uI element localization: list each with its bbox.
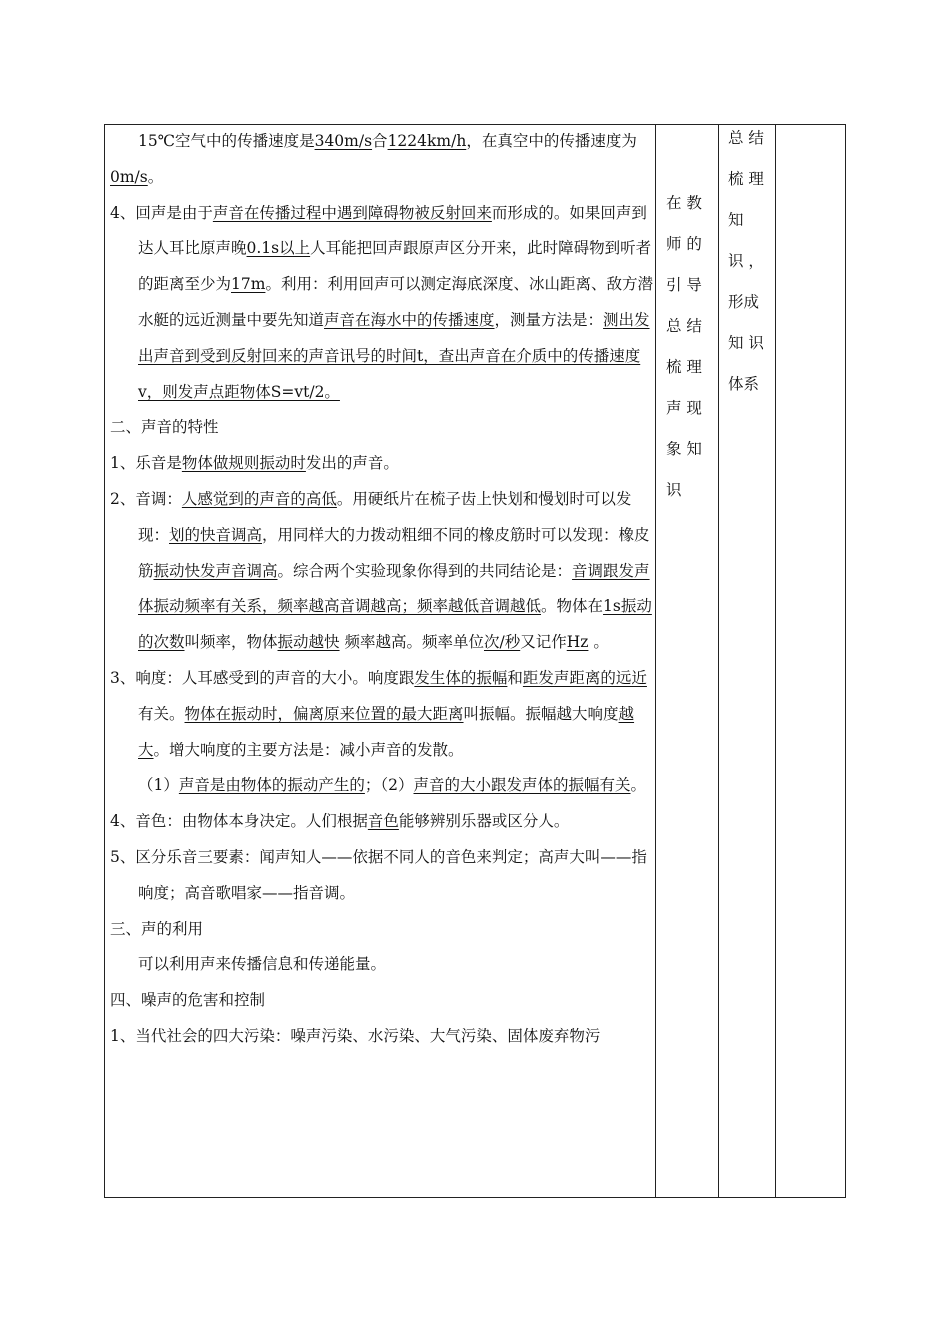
lesson-content [110, 124, 655, 1055]
teacher-activity-column: 在 教 师 的 引 导 总 结 梳 理 声 现 象 知 识 [666, 194, 702, 499]
section-heading: 三、声的利用 [110, 919, 204, 938]
loudness-notes: （1）声音是由物体的振动产生的；（2）声音的大小跟发声体的振幅有关。 [138, 776, 647, 795]
musical-sound-item: 1、乐音是物体做规则振动时发出的声音。 [110, 454, 399, 473]
echo-paragraph: 4、回声是由于声音在传播过程中遇到障碍物被反射回来而形成的。如果回声到达人耳比原声晚0.1s以上人耳能把回声跟原声区分开来，此时障碍物到听者的距离至少为17m。利用：利用回声可以测定海底深度、冰山距离、敌方潜水艇的远近测量中要先知道声音在海水中的传播速度，测量方法是：测出发出声音到受到反射回来的声音讯号的时间t，查出声音在介质中的传播速度v，则发声点距物体S=vt/2。 [110, 203, 653, 401]
column-divider [655, 124, 656, 1198]
column-divider [718, 124, 719, 1198]
usage-text: 可以利用声来传播信息和传递能量。 [138, 955, 387, 974]
design-intent-column: 总 结 梳 理 知 识 ， 形成 知 识 体系 [728, 129, 764, 393]
three-elements-item: 5、区分乐音三要素：闻声知人——依据不同人的音色来判定；高声大叫——指响度；高音歌唱家——指音调。 [110, 847, 647, 902]
loudness-item: 3、响度：人耳感受到的声音的大小。响度跟发生体的振幅和距发声距离的远近有关。物体在振动时，偏离原来位置的最大距离叫振幅。振幅越大响度越大。增大响度的主要方法是：减小声音的发散。 [110, 668, 647, 759]
section-heading: 四、噪声的危害和控制 [110, 991, 266, 1010]
speed-line: 15℃空气中的传播速度是340m/s合1224km/h，在真空中的传播速度为0m/s。 [110, 132, 637, 186]
pitch-item: 2、音调：人感觉到的声音的高低。用硬纸片在梳子齿上快划和慢划时可以发现：划的快音调高，用同样大的力拨动粗细不同的橡皮筋时可以发现：橡皮筋振动快发声音调高。综合两个实验现象你得到的共同结论是：音调跟发声体振动频率有关系，频率越高音调越高；频率越低音调越低。物体在1s振动的次数叫频率，物体振动越快 频率越高。频率单位次/秒又记作Hz 。 [110, 489, 652, 652]
column-divider [775, 124, 776, 1198]
pollution-item: 1、当代社会的四大污染：噪声污染、水污染、大气污染、固体废弃物污 [110, 1026, 601, 1045]
section-heading: 二、声音的特性 [110, 418, 219, 437]
timbre-item: 4、音色：由物体本身决定。人们根据音色能够辨别乐器或区分人。 [110, 812, 570, 831]
